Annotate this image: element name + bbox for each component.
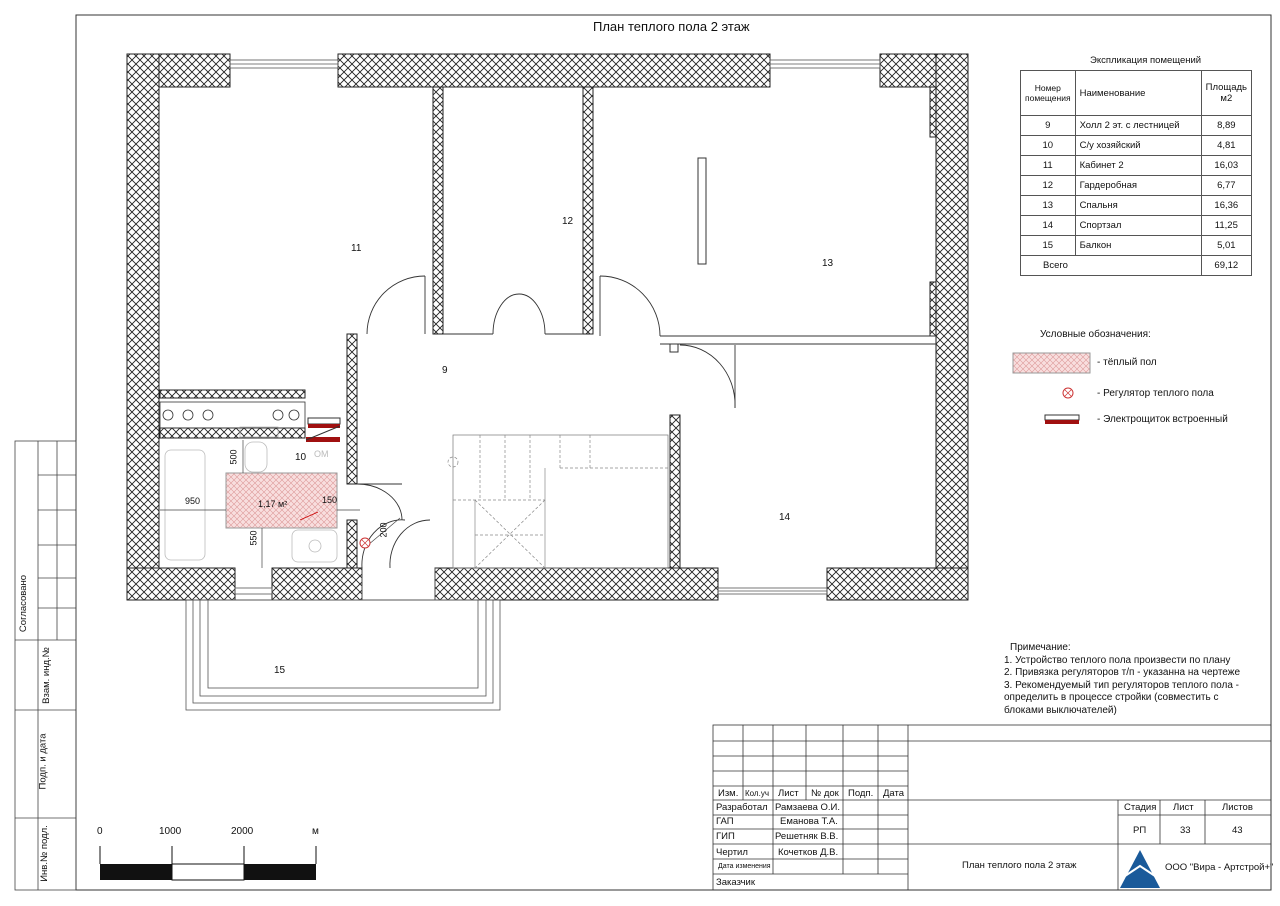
tb-company: ООО "Вира - Артстрой+" [1165,862,1274,873]
room-label-9: 9 [442,365,448,376]
side-agreed: Согласовано [18,574,30,633]
dimension-500: 500 [228,449,239,465]
wardrobe [698,158,706,264]
tb-sheet-label: Лист [1173,802,1194,813]
notes-title: Примечание: [1010,642,1071,653]
table-row-total: Всего 69,12 [1021,256,1252,276]
tb-gap-label: ГАП [716,816,734,827]
note-1: 1. Устройство теплого пола произвести по плану [1004,654,1231,666]
table-row: 12 Гардеробная 6,77 [1021,176,1252,196]
legend-regulator: - Регулятор теплого пола [1097,388,1214,399]
explication-title: Экспликация помещений [1090,55,1202,66]
tb-kol: Кол.уч [745,789,769,798]
tb-razrab-name: Рамзаева О.И. [775,802,841,813]
tb-podp: Подп. [848,788,874,799]
tb-data: Дата [883,788,905,799]
tb-date-change: Дата изменения [718,863,771,870]
scale-label-1000: 1000 [159,826,182,837]
room-label-10: 10 [295,452,307,463]
room-label-13: 13 [822,258,834,269]
tb-gip-label: ГИП [716,831,735,842]
tb-customer: Заказчик [716,877,756,888]
tb-sheet-title: План теплого пола 2 этаж [962,860,1077,871]
side-swap: Взам. инд.№ [40,647,52,704]
legend-panel-icon [1045,415,1079,420]
note-2: 2. Привязка регуляторов т/п - указанна на чертеже [1004,667,1241,678]
tb-stage-value: РП [1133,825,1147,836]
explication-table [1020,70,1252,276]
table-row: 15 Балкон 5,01 [1021,236,1252,256]
table-row: 14 Спортзал 11,25 [1021,216,1252,236]
warm-floor-area: 1,17 м² [258,499,288,509]
legend-warm-floor-swatch [1013,353,1090,373]
tb-chert-name: Кочетков Д.В. [778,847,839,858]
tb-chert-label: Чертил [716,847,748,858]
page-title: План теплого пола 2 этаж [593,19,750,34]
table-row: 9 Холл 2 эт. с лестницей 8,89 [1021,116,1252,136]
tb-izm: Изм. [718,788,739,799]
table-row: 13 Спальня 16,36 [1021,196,1252,216]
table-row: 10 С/у хозяйский 4,81 [1021,136,1252,156]
scale-unit: м [312,826,319,837]
tb-gap-name: Еманова Т.А. [780,816,838,827]
om-label: ОМ [314,449,329,459]
scale-bar [100,846,316,880]
note-3: 3. Рекомендуемый тип регуляторов теплого пола - определить в процессе стройки (совместить с блоками выключателей) [1004,679,1240,716]
notes [1004,642,1254,717]
tb-razrab-label: Разработал [716,802,768,813]
stair [448,435,668,568]
dimension-550: 550 [248,530,259,546]
company-logo-icon [1120,850,1160,888]
dimension-150: 150 [322,495,338,505]
legend-warm-floor: - тёплый пол [1097,357,1157,368]
dimension-200: 200 [378,522,389,538]
scale-label-0: 0 [97,826,103,837]
shelf-unit [160,402,305,428]
col-name: Наименование [1075,71,1201,116]
room-label-12: 12 [562,216,574,227]
room-label-11: 11 [351,243,362,254]
side-sign-date: Подп. и дата [37,733,49,790]
tb-ndok: № док [811,788,839,799]
scale-label-2000: 2000 [231,826,254,837]
dimension-950: 950 [185,496,201,506]
col-num: Номер помещения [1021,71,1076,116]
legend-title: Условные обозначения: [1040,329,1151,340]
tb-stage-label: Стадия [1124,802,1157,813]
tb-sheets-label: Листов [1222,802,1253,813]
room-label-14: 14 [779,512,791,523]
col-area: Площадь м2 [1201,71,1251,116]
room-label-15: 15 [274,665,286,676]
tb-sheet-value: 33 [1180,825,1191,836]
legend-panel: - Электрощиток встроенный [1097,414,1228,425]
tb-gip-name: Решетняк В.В. [775,831,839,842]
table-row: 11 Кабинет 2 16,03 [1021,156,1252,176]
tb-sheets-value: 43 [1232,825,1243,836]
side-inv: Инв.№ подл. [38,825,50,882]
electrical-panel [306,418,340,442]
regulator-symbol [360,538,370,548]
tb-list: Лист [778,788,799,799]
